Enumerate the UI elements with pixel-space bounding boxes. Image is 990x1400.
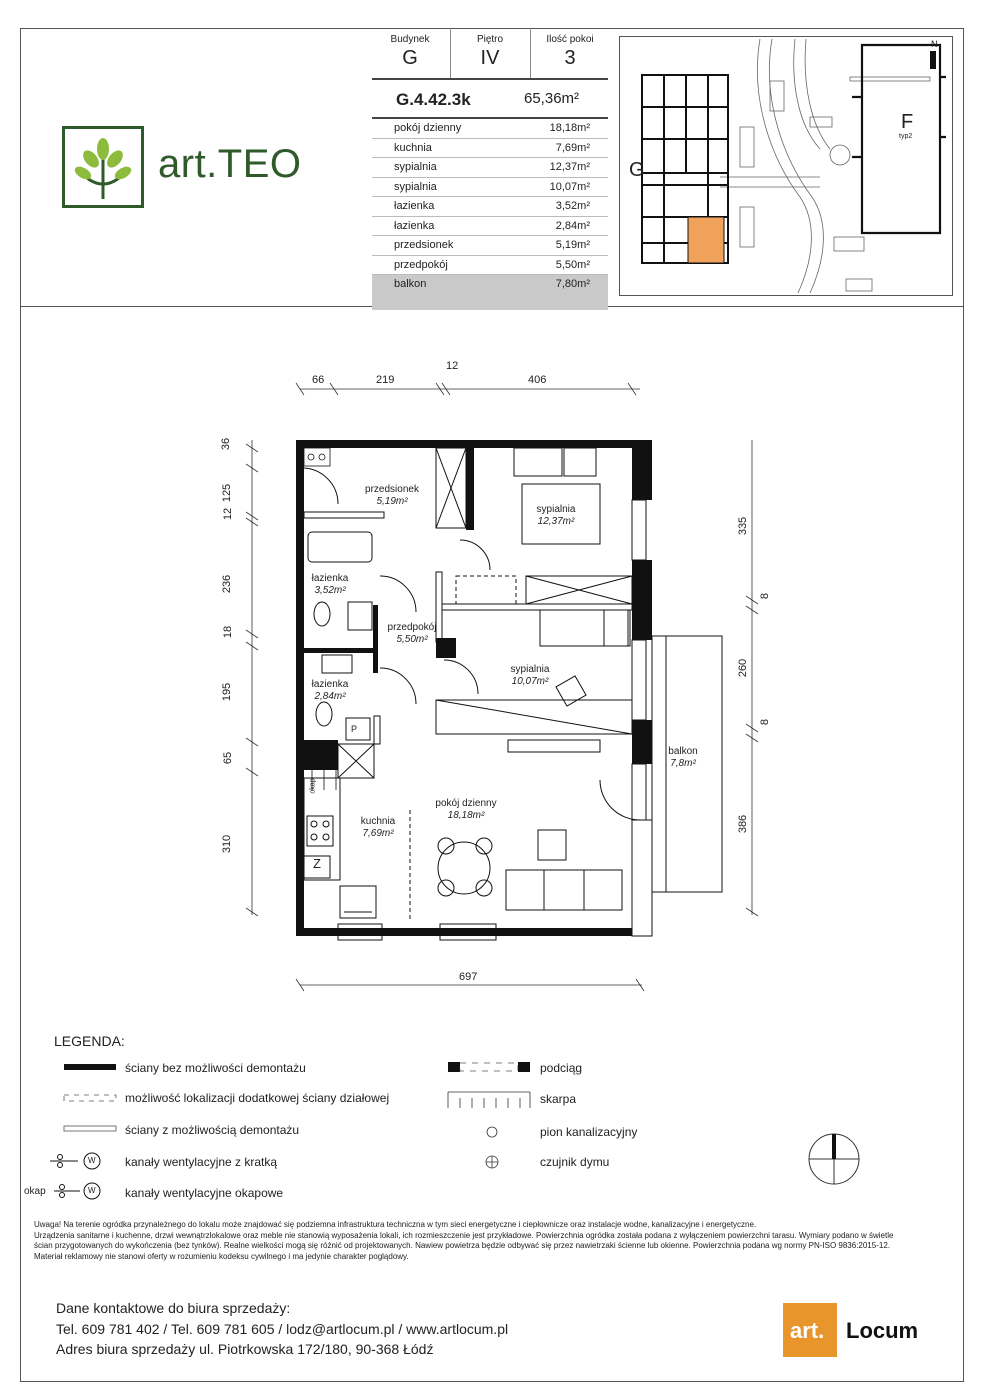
- site-north-label: N: [931, 39, 938, 49]
- legend-item: czujnik dymu: [540, 1155, 610, 1169]
- brand-name: art.TEO: [158, 142, 302, 186]
- room-row: łazienka 2,84m²: [372, 217, 608, 237]
- building-f-type: typ2: [899, 133, 913, 140]
- legend-w-label: W: [88, 1156, 96, 1165]
- legend-okap-label: okap: [24, 1186, 46, 1197]
- room-label-kuchnia: kuchnia 7,69m²: [360, 816, 396, 839]
- room-row-balcony: balkon 7,80m²: [372, 275, 608, 294]
- legend-item: kanały wentylacyjne okapowe: [125, 1186, 284, 1200]
- building-f-label: F: [901, 111, 914, 133]
- dim-left-5: 18: [222, 625, 235, 639]
- floor-label: Piętro: [476, 34, 504, 45]
- dim-left-2: 125: [221, 483, 234, 503]
- artlocum-logo-art: art.: [790, 1318, 825, 1343]
- dim-right-2: 8: [759, 592, 772, 600]
- apartment-total-area: 65,36m²: [524, 90, 580, 107]
- room-row: sypialnia 12,37m²: [372, 158, 608, 178]
- dim-top-4: 406: [528, 374, 547, 386]
- dim-left-3: 12: [222, 507, 235, 521]
- legend-item: możliwość lokalizacji dodatkowej ściany działowej: [125, 1091, 390, 1105]
- dim-left-1: 36: [220, 437, 233, 451]
- room-row: przedpokój 5,50m²: [372, 256, 608, 276]
- note-paragraph: Urządzenia sanitarne i kuchenne, drzwi wewnątrzlokalowe oraz meble nie stanowią wyposażenia lokali, ich rozmieszczenie jest przykładowe. Powierzchnia ogródka została podana z wyłączeniem powierzchni tarasu. Wymiary podano w świetle ścian przygotowanych do wykończenia (bez tynków). Realne wielkości mogą się różnić od projektowanych. Nawiew powietrza będzie odbywać się przez nawietrzaki ścienne lub okienne. Powierzchnia podana wg normy PN-ISO 9836:2015-12. Materiał reklamowy nie stanowi oferty w rozumieniu kodeksu cywilnego i ma jedynie charakter poglądowy.: [34, 1230, 894, 1261]
- room-row: przedsionek 5,19m²: [372, 236, 608, 256]
- room-label-sypialnia-1: sypialnia 12,37m²: [536, 504, 576, 527]
- legend-item: skarpa: [540, 1092, 577, 1106]
- note-paragraph: Uwaga! Na terenie ogródka przynależnego do lokalu może znajdować się podziemna infrastruktura techniczna w tym sieci energetyczne i ciepłownicze oraz instalacje wodne, kanalizacyjne i energetyczne.: [34, 1220, 757, 1229]
- dim-right-4: 8: [759, 718, 772, 726]
- contact-address: Adres biura sprzedaży ul. Piotrkowska 172/180, 90-368 Łódź: [56, 1341, 434, 1357]
- room-row: łazienka 3,52m²: [372, 197, 608, 217]
- dim-left-7: 65: [222, 751, 235, 765]
- room-label-sypialnia-2: sypialnia 10,07m²: [510, 664, 550, 687]
- floor-value: IV: [480, 47, 500, 69]
- legend-item: podciąg: [540, 1061, 583, 1075]
- room-label-przedsionek: przedsionek 5,19m²: [365, 484, 419, 507]
- artlocum-logo-locum: Locum: [846, 1318, 919, 1343]
- building-value: G: [402, 47, 418, 69]
- dim-top-2: 219: [376, 374, 395, 386]
- rooms-value: 3: [564, 47, 576, 69]
- legend-item: ściany z możliwością demontażu: [125, 1123, 300, 1137]
- fridge-label: Z: [313, 856, 321, 871]
- rooms-label: Ilość pokoi: [546, 34, 594, 45]
- dim-right-5: 386: [737, 814, 750, 834]
- dim-left-8: 310: [221, 834, 234, 854]
- legend-item: kanały wentylacyjne z kratką: [125, 1155, 278, 1169]
- apartment-code: G.4.42.3k: [396, 90, 471, 109]
- dim-left-4: 236: [221, 574, 234, 594]
- legend-title: LEGENDA:: [54, 1033, 125, 1049]
- dim-top-3: 12: [446, 360, 459, 372]
- room-row: pokój dzienny 18,18m²: [372, 119, 608, 139]
- room-row: sypialnia 10,07m²: [372, 178, 608, 198]
- room-label-pokoj-dzienny: pokój dzienny 18,18m²: [435, 798, 497, 821]
- dim-bottom: 697: [459, 971, 478, 983]
- pion-label: P: [351, 724, 358, 734]
- room-row: kuchnia 7,69m²: [372, 139, 608, 159]
- legend-w-label: W: [88, 1186, 96, 1195]
- building-g-label: G: [629, 159, 645, 181]
- building-label: Budynek: [390, 34, 430, 45]
- vent-symbols: [304, 448, 336, 790]
- room-label-przedpokoj: przedpokój 5,50m²: [387, 622, 437, 645]
- dim-top-1: 66: [312, 374, 325, 386]
- room-label-lazienka-1: łazienka 3,52m²: [311, 573, 349, 596]
- contact-phones[interactable]: Tel. 609 781 402 / Tel. 609 781 605 / lodz@artlocum.pl / www.artlocum.pl: [56, 1321, 509, 1337]
- contact-title: Dane kontaktowe do biura sprzedaży:: [56, 1300, 291, 1316]
- dim-right-3: 260: [737, 658, 750, 678]
- disclaimer-notes: [34, 1220, 914, 1262]
- room-label-balkon: balkon 7,8m²: [668, 746, 698, 769]
- legend-item: ściany bez możliwości demontażu: [125, 1061, 306, 1075]
- legend-item: pion kanalizacyjny: [540, 1125, 638, 1139]
- okap-plan-label: okap: [309, 778, 317, 794]
- dim-right-1: 335: [737, 516, 750, 536]
- dim-left-6: 195: [221, 682, 234, 702]
- room-label-lazienka-2: łazienka 2,84m²: [311, 679, 349, 702]
